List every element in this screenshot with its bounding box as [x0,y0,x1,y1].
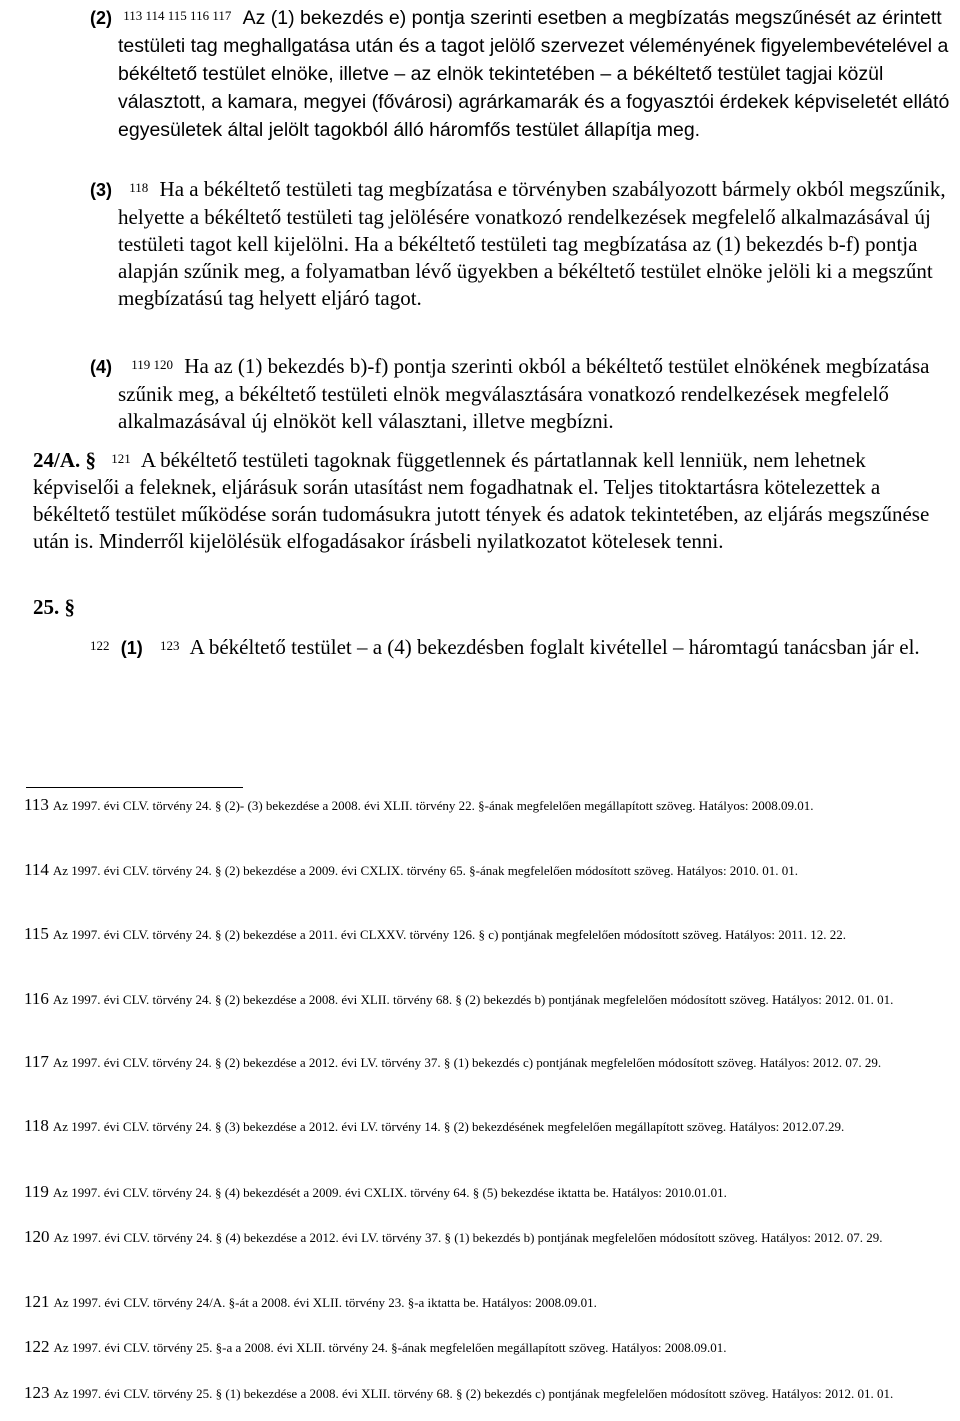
paragraph-label: (2) [90,8,112,28]
footnote-refs[interactable]: 113 114 115 116 117 [123,8,232,23]
footnote [24,988,950,1010]
footnote-number: 122 [24,1337,50,1356]
footnote-text: Az 1997. évi CLV. törvény 25. § (1) bekezdése a 2008. évi XLII. törvény 68. § (2) bekezdés c) pontjának megfelelően módosított szöveg. Hatályos: 2012. 01. 01. [53,1386,894,1401]
footnote [24,794,950,816]
section-text: A békéltető testületi tagoknak függetlennek és pártatlannak kell lenniük, nem lehetnek képviselői a feleknek, eljárásuk során utasítást nem fogadhatnak el. Teljes titoktartásra kötelezettek a békéltető testület működése során tudomásukra jutott tények és adatok tekintetében, az eljárás megszűnése után is. Minderről kijelölésük elfogadásakor írásbeli nyilatkozatot kötelesek tenni. [33,448,930,553]
footnote [24,1291,950,1313]
footnote-text: Az 1997. évi CLV. törvény 24. § (2) bekezdése a 2011. évi CLXXV. törvény 126. § c) pontjának megfelelően módosított szöveg. Hatályos: 2011. 12. 22. [52,927,846,942]
paragraph-text: A békéltető testület – a (4) bekezdésben foglalt kivétellel – háromtagú tanácsban jár el. [189,635,920,659]
paragraph-2 [90,4,956,144]
footnote-refs[interactable]: 121 [111,451,131,466]
footnote-number: 118 [24,1116,49,1135]
section-label: 24/A. § [33,448,96,472]
paragraph-label: (4) [90,357,112,377]
footnote-refs[interactable]: 123 [160,638,180,653]
footnote-text: Az 1997. évi CLV. törvény 24. § (3) bekezdése a 2012. évi LV. törvény 14. § (2) bekezdésének megfelelően megállapított szöveg. Hatályos: 2012.07.29. [52,1119,845,1134]
footnote-number: 114 [24,860,49,879]
footnote-refs[interactable]: 118 [129,180,149,195]
section-label: 25. § [33,595,75,619]
footnote-text: Az 1997. évi CLV. törvény 24/A. §-át a 2008. évi XLII. törvény 23. §-a iktatta be. Hatályos: 2008.09.01. [53,1295,597,1310]
footnote [24,1181,950,1203]
footnote-text: Az 1997. évi CLV. törvény 24. § (4) bekezdése a 2012. évi LV. törvény 37. § (1) bekezdés b) pontjának megfelelően módosított szöveg. Hatályos: 2012. 07. 29. [53,1230,883,1245]
footnote-text: Az 1997. évi CLV. törvény 24. § (4) bekezdését a 2009. évi CXLIX. törvény 64. § (5) bekezdése iktatta be. Hatályos: 2010.01.01. [52,1185,727,1200]
footnote-number: 115 [24,924,49,943]
footnote-divider [26,787,243,788]
footnote [24,859,950,881]
footnote-ref-before[interactable]: 122 [90,638,110,653]
footnote [24,1115,950,1137]
paragraph-3 [90,176,956,312]
footnote-number: 116 [24,989,49,1008]
paragraph-label: (3) [90,180,112,200]
paragraph-4 [90,353,956,435]
section-24a [33,447,956,555]
footnote [24,923,950,945]
paragraph-label: (1) [120,638,143,658]
footnote-number: 119 [24,1182,49,1201]
footnote-number: 120 [24,1227,50,1246]
footnote-number: 121 [24,1292,50,1311]
footnote [24,1336,950,1358]
footnote-text: Az 1997. évi CLV. törvény 24. § (2) bekezdése a 2009. évi CXLIX. törvény 65. §-ának megfelelően módosított szöveg. Hatályos: 2010. 01. 01. [52,863,799,878]
footnote-text: Az 1997. évi CLV. törvény 24. § (2)- (3) bekezdése a 2008. évi XLII. törvény 22. §-ának megfelelően megállapított szöveg. Hatályos: 2008.09.01. [52,798,814,813]
footnote-text: Az 1997. évi CLV. törvény 25. §-a a 2008. évi XLII. törvény 24. §-ának megfelelően megállapított szöveg. Hatályos: 2008.09.01. [53,1340,727,1355]
paragraph-text: Az (1) bekezdés e) pontja szerinti esetben a megbízatás megszűnését az érintett testületi tag meghallgatása után és a tagot jelölő szervezet véleményének figyelembevételével a békéltető testület elnöke, illetve – az elnök tekintetében – a békéltető testület tagjai közül választott, a kamara, megyei (fővárosi) agrárkamarák és a fogyasztói érdekek képviseletét ellátó egyesületek által jelölt tagokból álló háromfős testület állapítja meg. [118,7,950,141]
paragraph-text: Ha az (1) bekezdés b)-f) pontja szerinti okból a békéltető testület elnökének megbízatása szűnik meg, a békéltető testületi elnök megválasztására vonatkozó rendelkezések megfelelő alkalmazásával új elnököt kell választani, illetve megbízni. [118,354,930,433]
footnote [24,1051,950,1073]
section-25-paragraph-1 [90,634,956,662]
footnote [24,1382,950,1404]
footnote-number: 123 [24,1383,50,1402]
footnote-text: Az 1997. évi CLV. törvény 24. § (2) bekezdése a 2008. évi XLII. törvény 68. § (2) bekezdés b) pontjának megfelelően módosított szöveg. Hatályos: 2012. 01. 01. [52,992,894,1007]
footnote-refs[interactable]: 119 120 [131,357,174,372]
footnote-number: 113 [24,795,49,814]
section-25-label [33,594,75,621]
footnote-number: 117 [24,1052,49,1071]
footnote [24,1226,950,1248]
paragraph-text: Ha a békéltető testületi tag megbízatása e törvényben szabályozott bármely okból megszűnik, helyette a békéltető testületi tag jelölésére vonatkozó rendelkezések megfelelő alkalmazásával új testületi tagot kell kijelölni. Ha a békéltető testületi tag megbízatása az (1) bekezdés b-f) pontja alapján szűnik meg, a folyamatban lévő ügyekben a békéltető testület elnöke jelöli ki a megszűnt megbízatású tag helyett eljáró tagot. [118,177,946,310]
footnote-text: Az 1997. évi CLV. törvény 24. § (2) bekezdése a 2012. évi LV. törvény 37. § (1) bekezdés c) pontjának megfelelően módosított szöveg. Hatályos: 2012. 07. 29. [52,1055,882,1070]
